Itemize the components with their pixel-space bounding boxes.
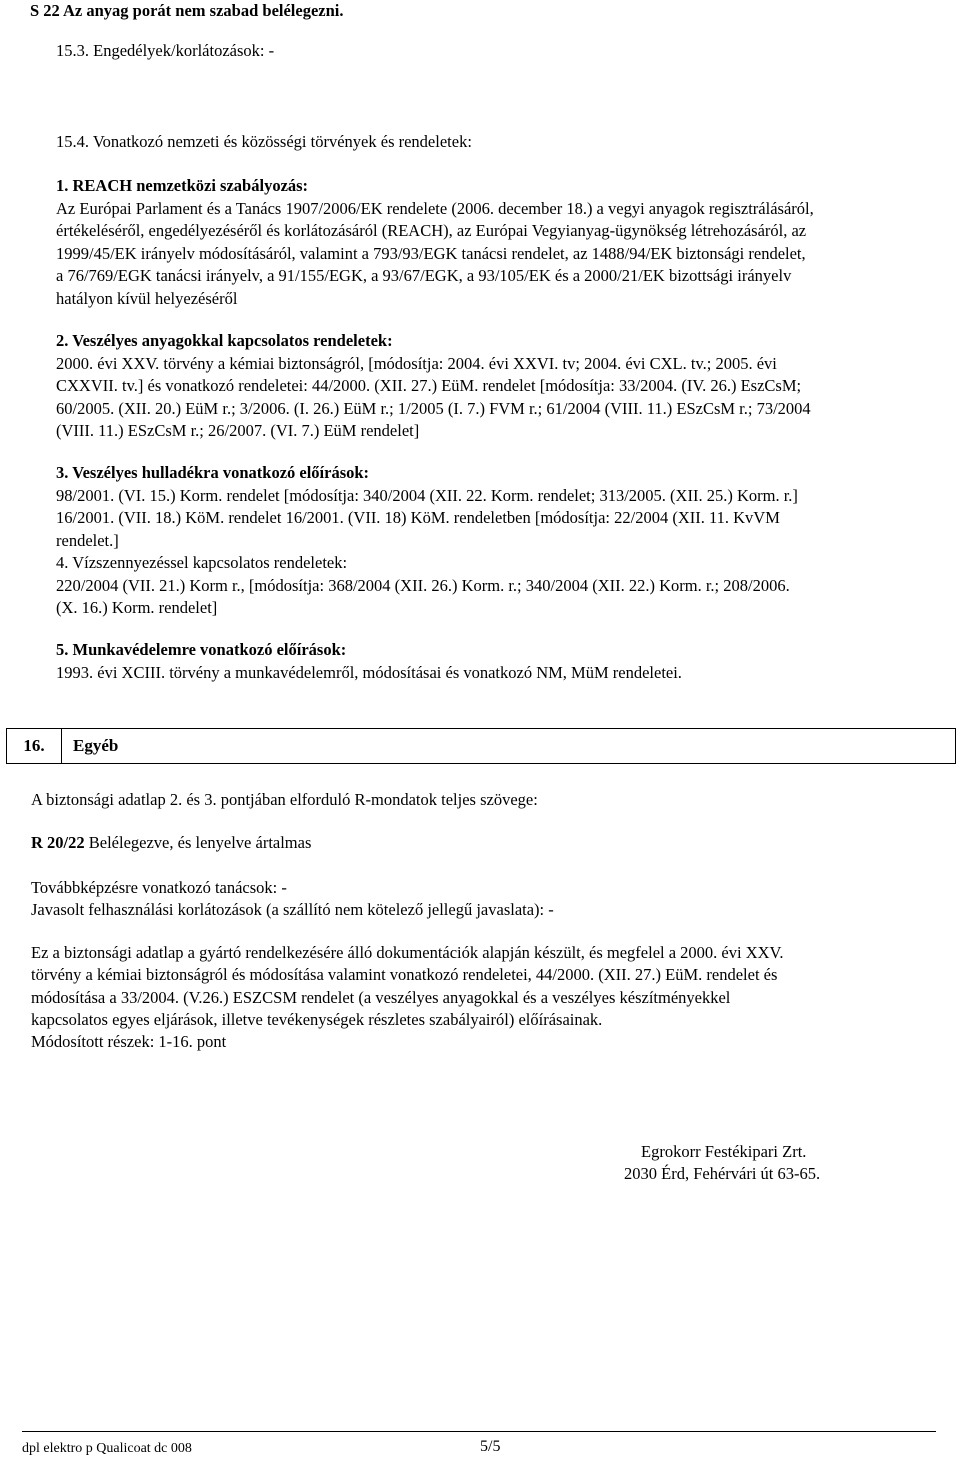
reach-block (56, 175, 946, 311)
reach-line: hatályon kívül helyezéséről (56, 288, 238, 308)
occupational-safety-title: 5. Munkavédelemre vonatkozó előírások: (56, 640, 347, 659)
reach-line: értékeléséről, engedélyezéséről és korlátozásáról (REACH), az Európai Vegyianyag-ügynökség létrehozásáról, az (56, 221, 807, 241)
dangerous-line: CXXVII. tv.] és vonatkozó rendeletei: 44/2000. (XII. 27.) EüM. rendelet [módosítja: 33/2004. (IV. 26.) EszCsM; (56, 376, 802, 396)
water-line: 220/2004 (VII. 21.) Korm r., [módosítja: 368/2004 (XII. 26.) Korm. r.; 340/2004 (XII. 22.) Korm. r.; 208/2006. (56, 575, 790, 595)
waste-line: 98/2001. (VI. 15.) Korm. rendelet [módosítja: 340/2004 (XII. 22. Korm. rendelet; 313/2005. (XII. 25.) Korm. r.] (56, 485, 798, 505)
dangerous-line: 2000. évi XXV. törvény a kémiai biztonságról, [módosítja: 2004. évi XXVI. tv; 2004. évi CXL. tv.; 2005. évi (56, 353, 777, 373)
occupational-safety-block (56, 639, 946, 684)
basis-line: kapcsolatos egyes eljárások, illetve tevékenységek részletes szabályairól) előírásainak. (31, 1009, 603, 1029)
basis-line: Módosított részek: 1-16. pont (31, 1032, 227, 1052)
r-phrase-code: R 20/22 (31, 833, 85, 852)
section-16-header (6, 728, 956, 764)
basis-line: törvény a kémiai biztonságról és módosítása valamint vonatkozó rendeletei, 44/2000. (XII. 27.) EüM. rendelet és (31, 965, 778, 985)
reach-line: a 76/769/EGK tanácsi irányelv, a 91/155/EGK, a 93/67/EGK, a 93/105/EK és a 2000/21/EK bizottsági irányelv (56, 266, 792, 286)
section-15-4: 15.4. Vonatkozó nemzeti és közösségi törvények és rendeletek: (56, 132, 472, 151)
waste-line: 16/2001. (VII. 18.) KöM. rendelet 16/2001. (VII. 18) KöM. rendeletben [módosítja: 22/2004 (XII. 11. KvVM (56, 508, 780, 528)
dangerous-line: (VIII. 11.) ESzCsM r.; 26/2007. (VI. 7.) EüM rendelet] (56, 421, 420, 441)
footer-document-name: dpl elektro p Qualicoat dc 008 (22, 1441, 192, 1456)
basis-line: módosítása a 33/2004. (V.26.) ESZCSM rendelet (a veszélyes anyagokkal és a veszélyes készítményekkel (31, 987, 731, 1007)
water-pollution-title: 4. Vízszennyezéssel kapcsolatos rendeletek: (56, 553, 348, 572)
basis-line: Ez a biztonsági adatlap a gyártó rendelkezésére álló dokumentációk alapján készült, és megfelel a 2000. évi XXV. (31, 943, 784, 962)
water-pollution-block (56, 552, 946, 620)
hazardous-waste-block (56, 462, 946, 552)
footer-page-number: 5/5 (480, 1438, 501, 1455)
hazardous-waste-title: 3. Veszélyes hulladékra vonatkozó előírások: (56, 463, 370, 482)
reach-line: 1999/45/EK irányelv módosításáról, valamint a 793/93/EGK tanácsi rendelet, az 1488/94/EK biztonsági rendelet, (56, 243, 806, 263)
use-restrictions: Javasolt felhasználási korlátozások (a szállító nem kötelező jellegű javaslata): - (31, 900, 554, 919)
r-phrases-intro: A biztonsági adatlap 2. és 3. pontjában elforduló R-mondatok teljes szövege: (31, 790, 538, 809)
basis-paragraph (31, 942, 931, 1053)
r-phrase-text: Belélegezve, és lenyelve ártalmas (84, 833, 312, 852)
section-title: Egyéb (73, 736, 119, 755)
water-line: (X. 16.) Korm. rendelet] (56, 598, 218, 618)
dangerous-substances-title: 2. Veszélyes anyagokkal kapcsolatos rendeletek: (56, 331, 393, 350)
r-phrase (31, 832, 931, 854)
dangerous-substances-block (56, 330, 946, 443)
footer-divider (22, 1431, 936, 1432)
section-number: 16. (7, 729, 62, 763)
waste-line: rendelet.] (56, 530, 119, 550)
reach-line: Az Európai Parlament és a Tanács 1907/2006/EK rendelete (2006. december 18.) a vegyi anyagok regisztrálásáról, (56, 198, 814, 218)
dangerous-line: 60/2005. (XII. 20.) EüM r.; 3/2006. (I. 26.) EüM r.; 1/2005 (I. 7.) FVM r.; 61/2004 (VIII. 11.) ESzCsM r.; 73/2004 (56, 398, 811, 418)
section-15-3: 15.3. Engedélyek/korlátozások: - (56, 41, 275, 60)
company-name: Egrokorr Festékipari Zrt. (641, 1142, 807, 1161)
s22-phrase: S 22 Az anyag porát nem szabad belélegezni. (30, 1, 344, 20)
company-address: 2030 Érd, Fehérvári út 63-65. (624, 1164, 821, 1183)
reach-title: 1. REACH nemzetközi szabályozás: (56, 176, 309, 195)
safety-line: 1993. évi XCIII. törvény a munkavédelemről, módosításai és vonatkozó NM, MüM rendeletei. (56, 662, 682, 682)
training-advice: Továbbképzésre vonatkozó tanácsok: - (31, 878, 287, 897)
